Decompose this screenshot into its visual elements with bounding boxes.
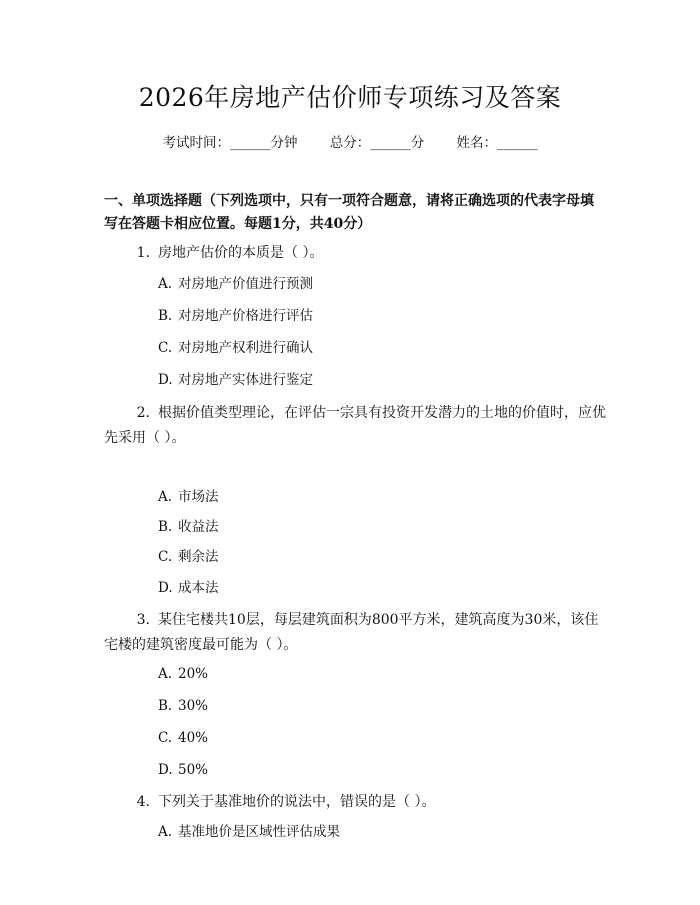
question-1-option-b <box>158 306 313 326</box>
option-text: 40% <box>178 730 209 746</box>
question-1-option-a <box>158 274 313 294</box>
question-text: 根据价值类型理论，在评估一宗具有投资开发潜力的土地的价值时，应优 <box>158 405 606 421</box>
option-text: 30% <box>178 698 209 714</box>
option-text: 成本法 <box>178 580 219 596</box>
option-text: 对房地产权利进行确认 <box>178 340 313 356</box>
question-2-option-a <box>158 487 219 507</box>
option-text: 对房地产实体进行鉴定 <box>178 372 313 388</box>
question-1-option-c <box>158 338 313 358</box>
option-text: 收益法 <box>178 519 219 535</box>
option-letter: D. <box>158 580 173 596</box>
option-text: 对房地产价格进行评估 <box>178 308 313 324</box>
question-number: 1. <box>136 245 150 261</box>
question-2 <box>124 401 606 425</box>
question-1 <box>124 241 323 265</box>
question-text: 下列关于基准地价的说法中，错误的是（ ）。 <box>158 794 436 810</box>
option-letter: A. <box>158 276 173 292</box>
option-letter: C. <box>158 730 173 746</box>
question-3 <box>124 608 598 632</box>
exam-name: 姓名：______ <box>456 135 538 151</box>
question-2-continued: 先采用（ ）。 <box>104 430 186 446</box>
option-letter: B. <box>158 308 173 324</box>
question-2-option-d <box>158 578 219 598</box>
section-heading: 一、单项选择题（下列选项中，只有一项符合题意，请将正确选项的代表字母填写在答题卡相应位置。每题1分，共40分） <box>104 193 594 232</box>
question-3-option-a <box>158 664 208 684</box>
question-text: 某住宅楼共10层，每层建筑面积为800平方米，建筑高度为30米，该住 <box>158 612 599 628</box>
option-text: 20% <box>178 666 209 682</box>
question-3-option-c <box>158 728 208 748</box>
option-letter: B. <box>158 519 173 535</box>
option-text: 市场法 <box>178 489 219 505</box>
question-4 <box>124 790 435 814</box>
option-letter: A. <box>158 666 173 682</box>
question-3-option-b <box>158 696 208 716</box>
question-2-option-c <box>158 547 219 567</box>
option-letter: D. <box>158 762 173 778</box>
exam-score: 总分：______分 <box>329 135 425 151</box>
option-letter: A. <box>158 489 173 505</box>
question-number: 3. <box>136 612 150 628</box>
option-text: 剩余法 <box>178 549 219 565</box>
page-title: 2026年房地产估价师专项练习及答案 <box>138 83 562 112</box>
option-text: 对房地产价值进行预测 <box>178 276 313 292</box>
option-text: 基准地价是区域性评估成果 <box>178 824 340 840</box>
exam-time: 考试时间：______分钟 <box>162 135 298 151</box>
question-2-option-b <box>158 517 219 537</box>
option-letter: C. <box>158 549 173 565</box>
question-number: 4. <box>136 794 150 810</box>
option-letter: A. <box>158 824 173 840</box>
option-letter: B. <box>158 698 173 714</box>
question-1-option-d <box>158 370 313 390</box>
question-number: 2. <box>136 405 150 421</box>
question-text: 房地产估价的本质是（ ）。 <box>158 245 324 261</box>
option-letter: D. <box>158 372 173 388</box>
option-letter: C. <box>158 340 173 356</box>
question-4-option-a <box>158 822 340 842</box>
question-3-continued: 宅楼的建筑密度最可能为（ ）。 <box>104 637 298 653</box>
exam-meta <box>0 131 700 151</box>
question-3-option-d <box>158 760 208 780</box>
option-text: 50% <box>178 762 209 778</box>
